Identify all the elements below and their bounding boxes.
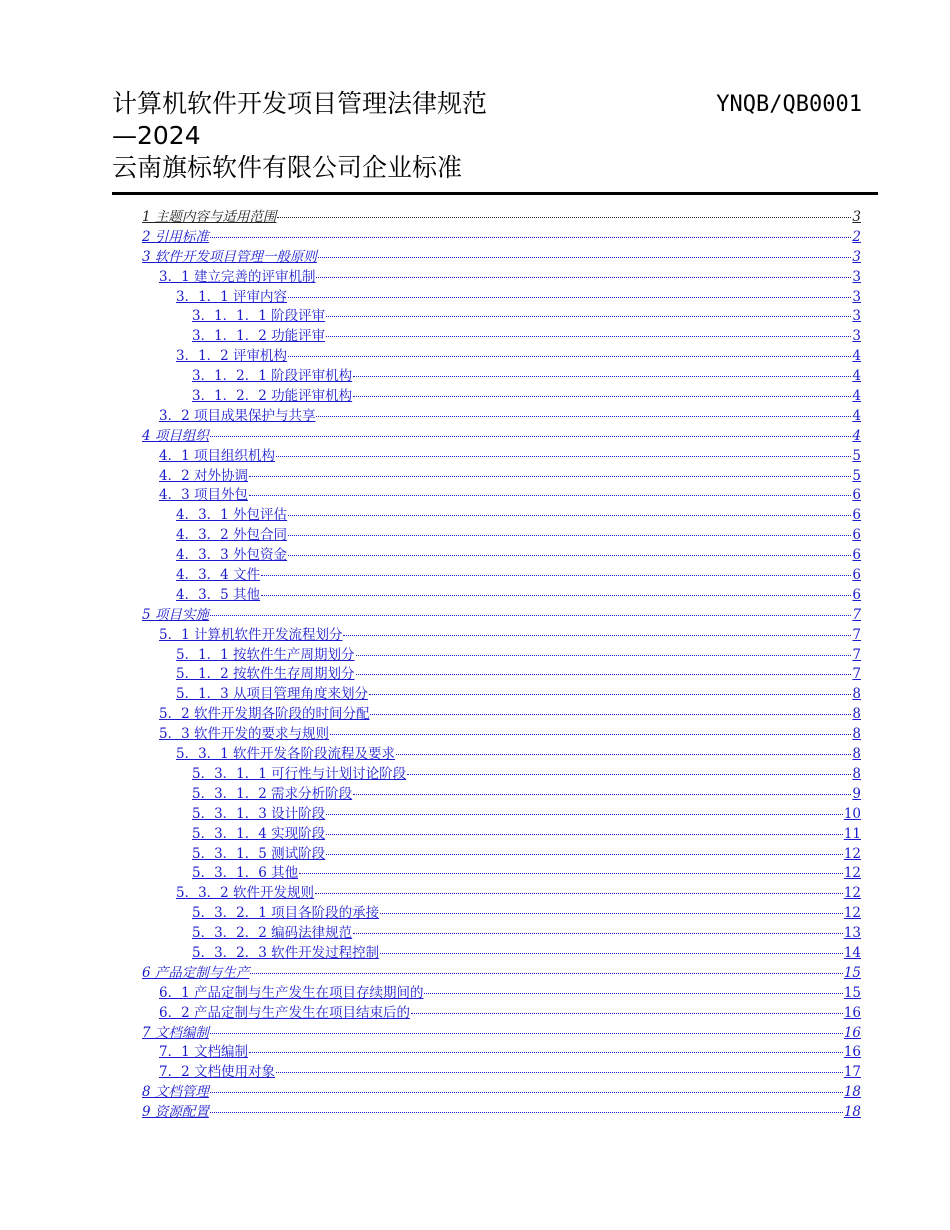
toc-entry-label: 5．3．2．3 软件开发过程控制: [192, 944, 380, 961]
toc-entry-label: 5．1．3 从项目管理角度来划分: [176, 686, 369, 703]
toc-leader-dots: [326, 322, 851, 337]
toc-leader-dots: [276, 1058, 843, 1073]
toc-leader-dots: [326, 820, 843, 835]
toc-entry-label: 5．3．1．1 可行性与计划讨论阶段: [192, 765, 407, 782]
toc-entry-label: 6 产品定制与生产: [142, 964, 250, 981]
toc-entry-page: 3: [852, 248, 861, 265]
toc-leader-dots: [353, 362, 851, 377]
toc-leader-dots: [288, 541, 851, 556]
toc-entry-page: 6: [852, 567, 861, 584]
toc-entry-page: 7: [852, 626, 861, 643]
toc-leader-dots: [353, 780, 851, 795]
toc-leader-dots: [249, 1038, 843, 1053]
toc-entry-label: 5．3．2．1 项目各阶段的承接: [192, 905, 380, 922]
toc-entry-page: 7: [852, 666, 861, 683]
toc-entry-label: 7．1 文档编制: [159, 1044, 248, 1061]
toc-entry-label: 5．3 软件开发的要求与规则: [159, 726, 329, 743]
toc-leader-dots: [276, 442, 851, 457]
toc-leader-dots: [356, 660, 852, 675]
toc-entry-label: 4．3．3 外包资金: [176, 547, 288, 564]
document-header: [112, 88, 882, 184]
toc-entry-label: 5．3．1 软件开发各阶段流程及要求: [176, 746, 396, 763]
toc-entry-page: 12: [843, 845, 861, 862]
toc-entry-page: 10: [843, 805, 861, 822]
toc-leader-dots: [261, 561, 851, 576]
toc-leader-dots: [315, 879, 843, 894]
toc-entry-label: 5．2 软件开发期各阶段的时间分配: [159, 706, 370, 723]
toc-leader-dots: [380, 939, 843, 954]
toc-entry-page: 7: [852, 606, 861, 623]
document-title-line-1: 计算机软件开发项目管理法律规范: [112, 89, 488, 118]
toc-entry-label: 4．1 项目组织机构: [159, 447, 275, 464]
toc-entry-label: 3．1．1 评审内容: [176, 288, 288, 305]
toc-leader-dots: [369, 680, 851, 695]
toc-entry-page: 15: [843, 984, 861, 1001]
toc-entry-label: 3．1 建立完善的评审机制: [159, 268, 316, 285]
toc-leader-dots: [353, 919, 843, 934]
toc-leader-dots: [277, 203, 851, 218]
toc-entry-label: 5．3．2 软件开发规则: [176, 885, 315, 902]
toc-leader-dots: [326, 800, 843, 815]
toc-entry-label: 4 项目组织: [142, 427, 209, 444]
toc-entry-page: 8: [852, 706, 861, 723]
toc-leader-dots: [370, 700, 851, 715]
toc-entry-page: 2: [852, 228, 861, 245]
toc-entry-page: 6: [852, 527, 861, 544]
toc-entry-label: 3．1．1．1 阶段评审: [192, 308, 326, 325]
toc-entry-label: 5．3．1．5 测试阶段: [192, 845, 326, 862]
toc-entry-page: 8: [852, 765, 861, 782]
toc-entry-page: 6: [852, 487, 861, 504]
document-title-line-3: 云南旗标软件有限公司企业标准: [112, 153, 463, 182]
toc-entry-page: 18: [843, 1084, 861, 1101]
toc-entry-label: 3．1．2．2 功能评审机构: [192, 388, 353, 405]
toc-entry-page: 8: [852, 726, 861, 743]
toc-entry-label: 5．1 计算机软件开发流程划分: [159, 626, 343, 643]
toc-leader-dots: [396, 740, 851, 755]
toc-entry-page: 16: [843, 1044, 861, 1061]
toc-entry-page: 8: [852, 686, 861, 703]
toc-leader-dots: [249, 481, 851, 496]
toc-leader-dots: [318, 243, 852, 258]
toc-entry-page: 11: [843, 825, 861, 842]
toc-entry-label: 3．1．2．1 阶段评审机构: [192, 368, 353, 385]
toc-entry-page: 3: [852, 288, 861, 305]
toc-leader-dots: [288, 283, 851, 298]
toc-entry-label: 5．3．1．2 需求分析阶段: [192, 785, 353, 802]
toc-leader-dots: [210, 601, 852, 616]
toc-entry-page: 3: [852, 268, 861, 285]
toc-entry-page: 14: [843, 944, 861, 961]
toc-entry-label: 1 主题内容与适用范围: [142, 209, 277, 225]
toc-entry-page: 4: [852, 427, 861, 444]
toc-entry-page: 17: [843, 1064, 861, 1081]
toc-leader-dots: [330, 720, 851, 735]
toc-entry-page: 12: [843, 865, 861, 882]
toc-leader-dots: [316, 263, 851, 278]
toc-leader-dots: [288, 521, 851, 536]
toc-entry-label: 3 软件开发项目管理一般原则: [142, 248, 317, 265]
toc-entry-label: 5．3．1．3 设计阶段: [192, 805, 326, 822]
toc-entry-label: 5．1．2 按软件生存周期划分: [176, 666, 355, 683]
toc-entry-page: 4: [852, 388, 861, 405]
toc-entry-label: 4．3．4 文件: [176, 567, 261, 584]
toc-entry-page: 3: [852, 209, 861, 225]
toc-leader-dots: [261, 581, 851, 596]
toc-entry-label: 6．2 产品定制与生产发生在项目结束后的: [159, 1004, 410, 1021]
toc-entry-page: 5: [852, 467, 861, 484]
toc-entry-page: 12: [843, 885, 861, 902]
toc-entry-page: 15: [843, 964, 861, 981]
toc-leader-dots: [250, 959, 842, 974]
toc-leader-dots: [407, 760, 851, 775]
toc-entry-page: 4: [852, 407, 861, 424]
toc-entry-page: 6: [852, 507, 861, 524]
toc-entry-label: 9 资源配置: [142, 1104, 209, 1121]
toc-entry-label: 5．3．1．4 实现阶段: [192, 825, 326, 842]
toc-entry-page: 9: [852, 785, 861, 802]
toc-entry-label: 8 文档管理: [142, 1084, 209, 1101]
toc-entry-page: 6: [852, 547, 861, 564]
toc-entry-label: 3．1．2 评审机构: [176, 348, 288, 365]
toc-entry-label: 4．3．2 外包合同: [176, 527, 288, 544]
toc-leader-dots: [326, 302, 851, 317]
toc-entry-page: 3: [852, 308, 861, 325]
toc-entry-label: 3．2 项目成果保护与共享: [159, 407, 316, 424]
toc-entry-page: 3: [852, 328, 861, 345]
toc-entry-label: 5．3．2．2 编码法律规范: [192, 925, 353, 942]
toc-leader-dots: [210, 223, 852, 238]
toc-entry-label: 4．3 项目外包: [159, 487, 248, 504]
toc-leader-dots: [299, 859, 843, 874]
toc-entry-label: 7．2 文档使用对象: [159, 1064, 275, 1081]
document-title-line-2: —2024: [112, 121, 201, 150]
toc-entry[interactable]: [142, 1100, 861, 1120]
toc-entry-label: 4．2 对外协调: [159, 467, 248, 484]
toc-leader-dots: [353, 382, 851, 397]
toc-leader-dots: [249, 462, 851, 477]
toc-entry-label: 2 引用标准: [142, 228, 209, 245]
toc-entry-page: 12: [843, 905, 861, 922]
toc-entry-page: 8: [852, 746, 861, 763]
toc-leader-dots: [424, 979, 842, 994]
toc-leader-dots: [380, 899, 843, 914]
toc-leader-dots: [210, 1078, 843, 1093]
toc-entry-page: 5: [852, 447, 861, 464]
toc-leader-dots: [288, 501, 851, 516]
toc-entry-page: 6: [852, 586, 861, 603]
header-divider: [112, 192, 878, 195]
toc-entry-label: 5．3．1．6 其他: [192, 865, 299, 882]
toc-leader-dots: [288, 342, 851, 357]
toc-leader-dots: [210, 422, 852, 437]
toc-entry-label: 6．1 产品定制与生产发生在项目存续期间的: [159, 984, 424, 1001]
toc-entry-page: 13: [843, 925, 861, 942]
toc-entry-page: 16: [843, 1004, 861, 1021]
toc-entry-page: 7: [852, 646, 861, 663]
toc-entry-label: 5 项目实施: [142, 606, 209, 623]
toc-leader-dots: [356, 641, 852, 656]
toc-entry-label: 4．3．1 外包评估: [176, 507, 288, 524]
toc-entry-label: 3．1．1．2 功能评审: [192, 328, 326, 345]
toc-entry-label: 7 文档编制: [142, 1024, 209, 1041]
toc-entry-label: 5．1．1 按软件生产周期划分: [176, 646, 355, 663]
toc-entry-page: 16: [843, 1024, 861, 1041]
toc-entry-label: 4．3．5 其他: [176, 586, 261, 603]
document-code: YNQB/QB0001: [716, 92, 862, 117]
toc-entry-page: 4: [852, 348, 861, 365]
table-of-contents: [142, 205, 861, 1120]
toc-entry-page: 18: [843, 1104, 861, 1121]
toc-leader-dots: [343, 621, 851, 636]
toc-leader-dots: [411, 999, 843, 1014]
toc-leader-dots: [316, 402, 851, 417]
toc-leader-dots: [326, 840, 843, 855]
toc-entry-page: 4: [852, 368, 861, 385]
toc-leader-dots: [210, 1098, 843, 1113]
toc-leader-dots: [210, 1019, 843, 1034]
